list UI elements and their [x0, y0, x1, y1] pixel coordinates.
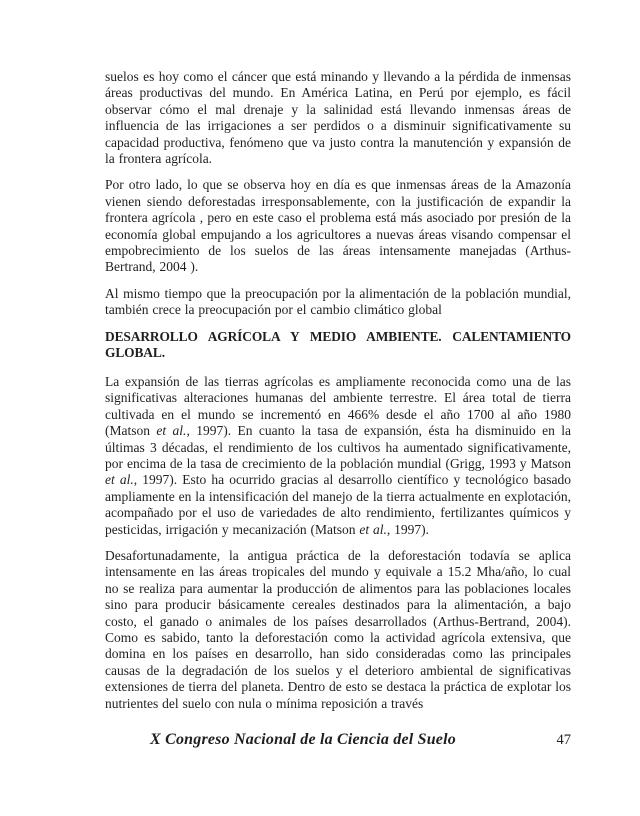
text-column — [105, 69, 571, 722]
footer-title: X Congreso Nacional de la Ciencia del Suelo — [150, 731, 456, 748]
paragraph: La expansión de las tierras agrícolas es ampliamente reconocida como una de las significativas alteraciones humanas del ambiente terrestre. El área total de tierra cultivada en el mundo se incrementó en 466% desde el año 1700 al año 1980 (Matson et al., 1997). En cuanto la tasa de expansión, ésta ha disminuido en la últimas 3 décadas, el rendimiento de los cultivos ha aumentado significativamente, por encima de la tasa de crecimiento de la población mundial (Grigg, 1993 y Matson et al., 1997). Esto ha ocurrido gracias al desarrollo científico y tecnológico basado ampliamente en la intensificación del manejo de la tierra actualmente en explotación, acompañado por el uso de variedades de alto rendimiento, fertilizantes químicos y pesticidas, irrigación y mecanización (Matson et al., 1997). — [105, 373, 572, 537]
section-heading: DESARROLLO AGRÍCOLA Y MEDIO AMBIENTE. CALENTAMIENTO GLOBAL. — [105, 328, 571, 361]
paragraph: suelos es hoy como el cáncer que está minando y llevando a la pérdida de inmensas áreas productivas del mundo. En América Latina, en Perú por ejemplo, es fácil observar cómo el mal drenaje y la salinidad está llevando inmensas áreas de influencia de las irrigaciones a ser perdidos o a disminuir significativamente su capacidad productiva, fenómeno que va justo contra la manutención y expansión de la frontera agrícola. — [105, 69, 571, 167]
page-footer — [105, 731, 571, 749]
paragraph: Al mismo tiempo que la preocupación por la alimentación de la población mundial, también crece la preocupación por el cambio climático global — [105, 285, 571, 318]
paragraph: Por otro lado, lo que se observa hoy en día es que inmensas áreas de la Amazonía vienen siendo deforestadas irresponsablemente, con la justificación de expandir la frontera agrícola , pero en este caso el problema está más asociado por presión de la economía global empujando a los agricultores a nuevas áreas visando compensar el empobrecimiento de los suelos de las áreas intensamente manejadas (Arthus-Bertrand, 2004 ). — [105, 177, 571, 275]
page-number: 47 — [556, 732, 571, 748]
paragraph: Desafortunadamente, la antigua práctica de la deforestación todavía se aplica intensamente en las áreas tropicales del mundo y equivale a 15.2 Mha/año, lo cual no se realiza para aumentar la producción de alimentos para las poblaciones locales sino para producir básicamente cereales destinados para la alimentación, a bajo costo, el ganado o animales de los países desarrollados (Arthus-Bertrand, 2004). Como es sabido, tanto la deforestación como la actividad agrícola extensiva, que domina en los países en desarrollo, han sido consideradas como las principales causas de la degradación de los suelos y el deterioro ambiental de significativas extensiones de tierra del planeta. Dentro de esto se destaca la práctica de explotar los nutrientes del suelo con nula o mínima reposición a través — [105, 547, 571, 711]
